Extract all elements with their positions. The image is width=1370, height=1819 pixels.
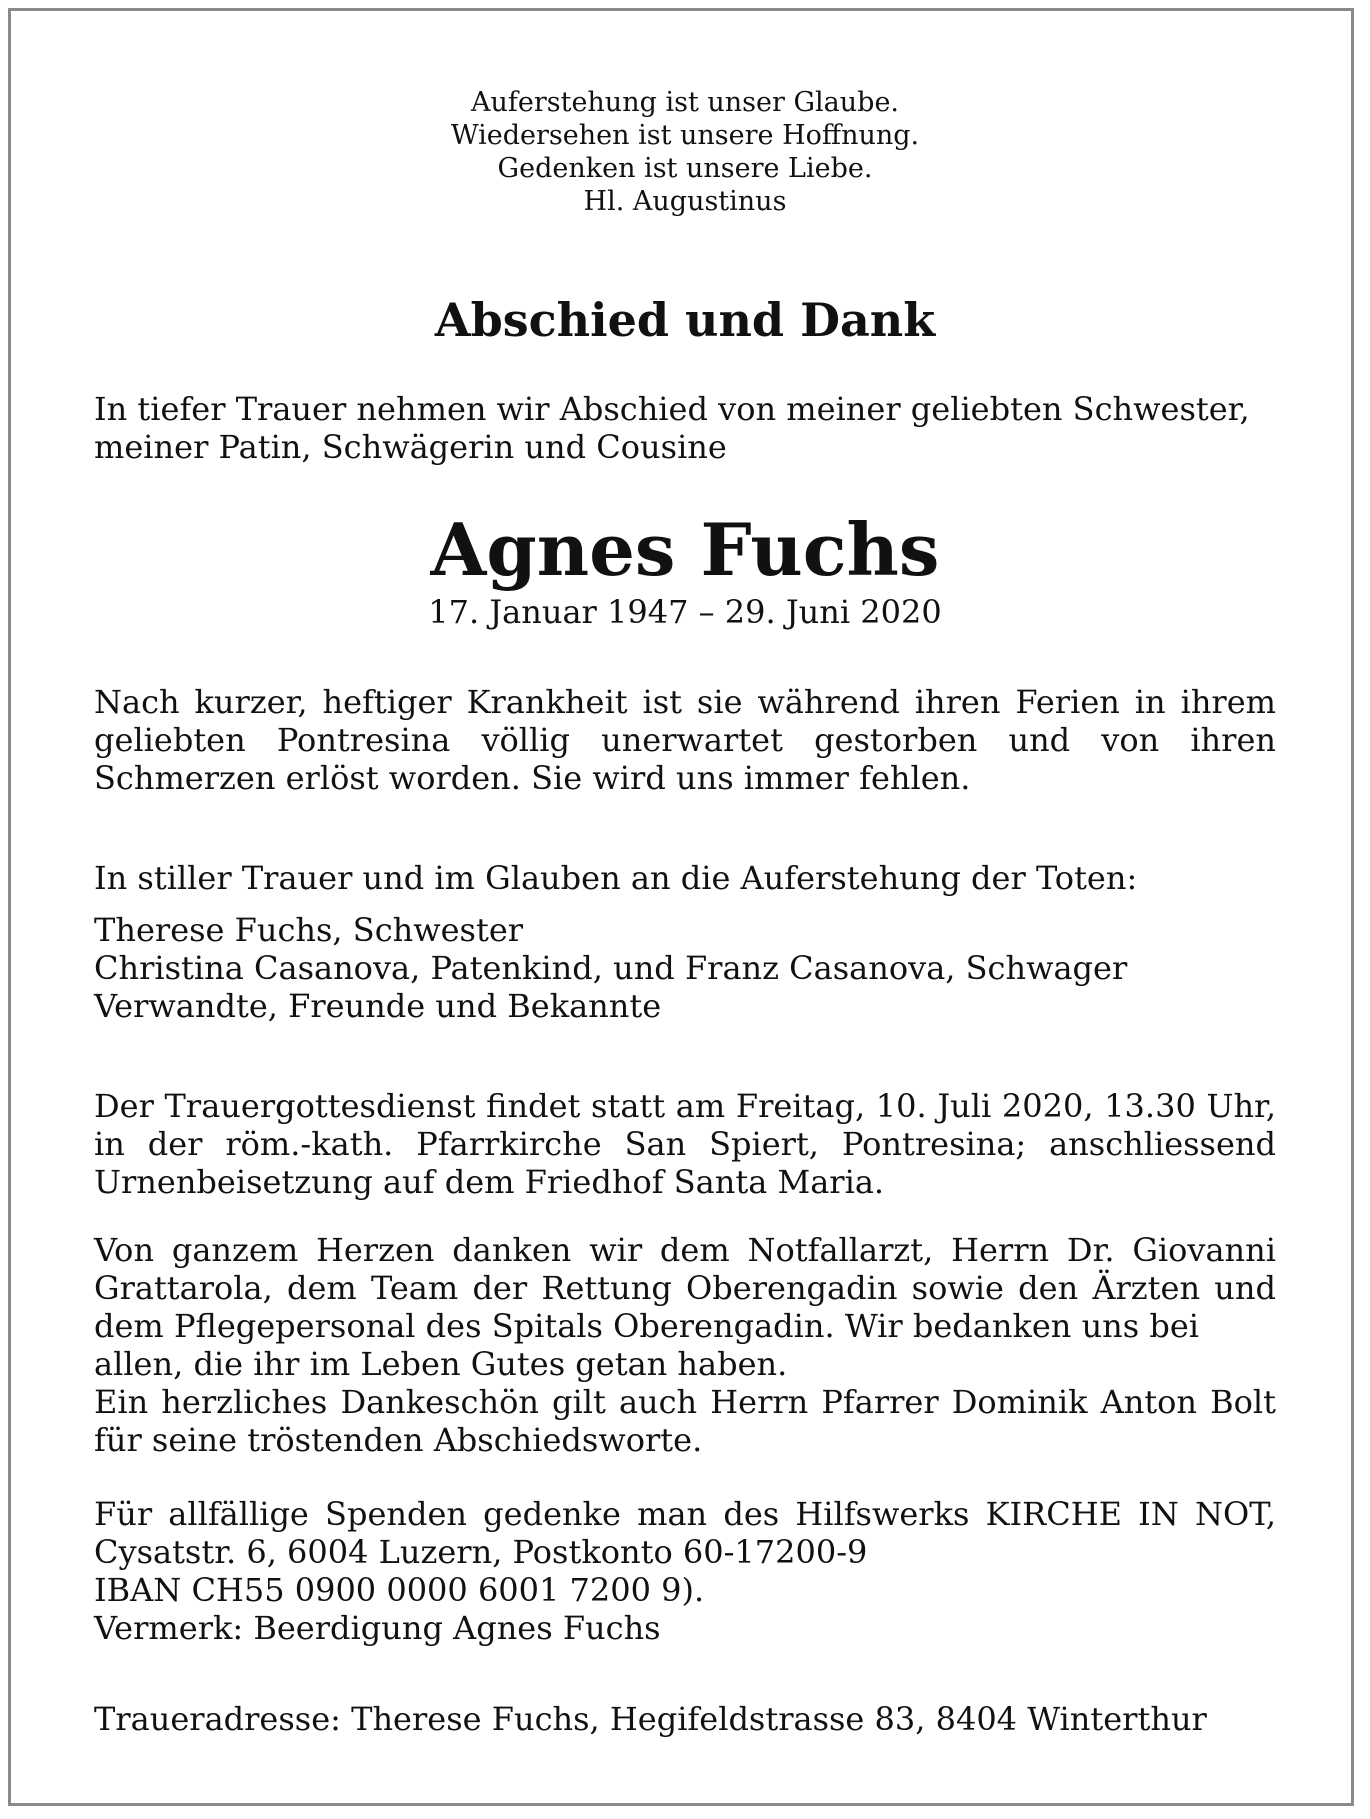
mourning-address: Traueradresse: Therese Fuchs, Hegifeldstrasse 83, 8404 Winterthur	[94, 1700, 1207, 1738]
mourning-intro: In stiller Trauer und im Glauben an die Auferstehung der Toten:	[94, 859, 1138, 897]
thanks-line: Von ganzem Herzen danken wir dem Notfallarzt, Herrn Dr. Giovanni	[94, 1231, 1276, 1269]
service-paragraph	[94, 1087, 1276, 1201]
mourner-item: Verwandte, Freunde und Bekannte	[94, 987, 662, 1025]
donations-line: Für allfällige Spenden gedenke man des Hilfswerks KIRCHE IN NOT,	[94, 1495, 1276, 1533]
motto-author: Hl. Augustinus	[583, 186, 787, 217]
donations-paragraph	[94, 1495, 1276, 1647]
life-dates: 17. Januar 1947 – 29. Juni 2020	[428, 593, 942, 631]
motto-line: Wiedersehen ist unsere Hoffnung.	[450, 120, 920, 151]
motto-line: Auferstehung ist unser Glaube.	[470, 87, 900, 118]
mourner-item: Christina Casanova, Patenkind, und Franz Casanova, Schwager	[94, 949, 1128, 987]
thanks-line: Ein herzliches Dankeschön gilt auch Herrn Pfarrer Dominik Anton Bolt	[94, 1383, 1276, 1421]
donations-line: Cysatstr. 6, 6004 Luzern, Postkonto 60-17200-9	[94, 1533, 868, 1571]
passing-line: geliebten Pontresina völlig unerwartet gestorben und von ihren	[94, 721, 1276, 759]
page-heading: Abschied und Dank	[434, 293, 936, 347]
intro-line: meiner Patin, Schwägerin und Cousine	[94, 428, 727, 466]
passing-paragraph	[94, 683, 1276, 797]
thanks-line: dem Pflegepersonal des Spitals Oberengadin. Wir bedanken uns bei	[94, 1307, 1200, 1345]
mourner-item: Therese Fuchs, Schwester	[94, 911, 524, 949]
thanks-line: allen, die ihr im Leben Gutes getan haben.	[94, 1345, 788, 1383]
service-line: Urnenbeisetzung auf dem Friedhof Santa Maria.	[94, 1163, 885, 1201]
intro-paragraph	[94, 390, 1276, 466]
passing-line: Nach kurzer, heftiger Krankheit ist sie während ihren Ferien in ihrem	[94, 683, 1276, 721]
thanks-paragraph	[94, 1231, 1276, 1459]
intro-line: In tiefer Trauer nehmen wir Abschied von meiner geliebten Schwester,	[94, 390, 1250, 428]
mourners-list	[94, 911, 1276, 1025]
service-line: in der röm.-kath. Pfarrkirche San Spiert, Pontresina; anschliessend	[94, 1125, 1276, 1163]
motto-line: Gedenken ist unsere Liebe.	[497, 153, 873, 184]
thanks-line: für seine tröstenden Abschiedsworte.	[94, 1421, 703, 1459]
motto-quote	[0, 86, 1370, 218]
donations-line: IBAN CH55 0900 0000 6001 7200 9).	[94, 1571, 705, 1609]
deceased-name: Agnes Fuchs	[430, 507, 940, 592]
thanks-line: Grattarola, dem Team der Rettung Oberengadin sowie den Ärzten und	[94, 1269, 1276, 1307]
passing-line: Schmerzen erlöst worden. Sie wird uns immer fehlen.	[94, 759, 971, 797]
service-line: Der Trauergottesdienst findet statt am Freitag, 10. Juli 2020, 13.30 Uhr,	[94, 1087, 1276, 1125]
donations-line: Vermerk: Beerdigung Agnes Fuchs	[94, 1609, 661, 1647]
